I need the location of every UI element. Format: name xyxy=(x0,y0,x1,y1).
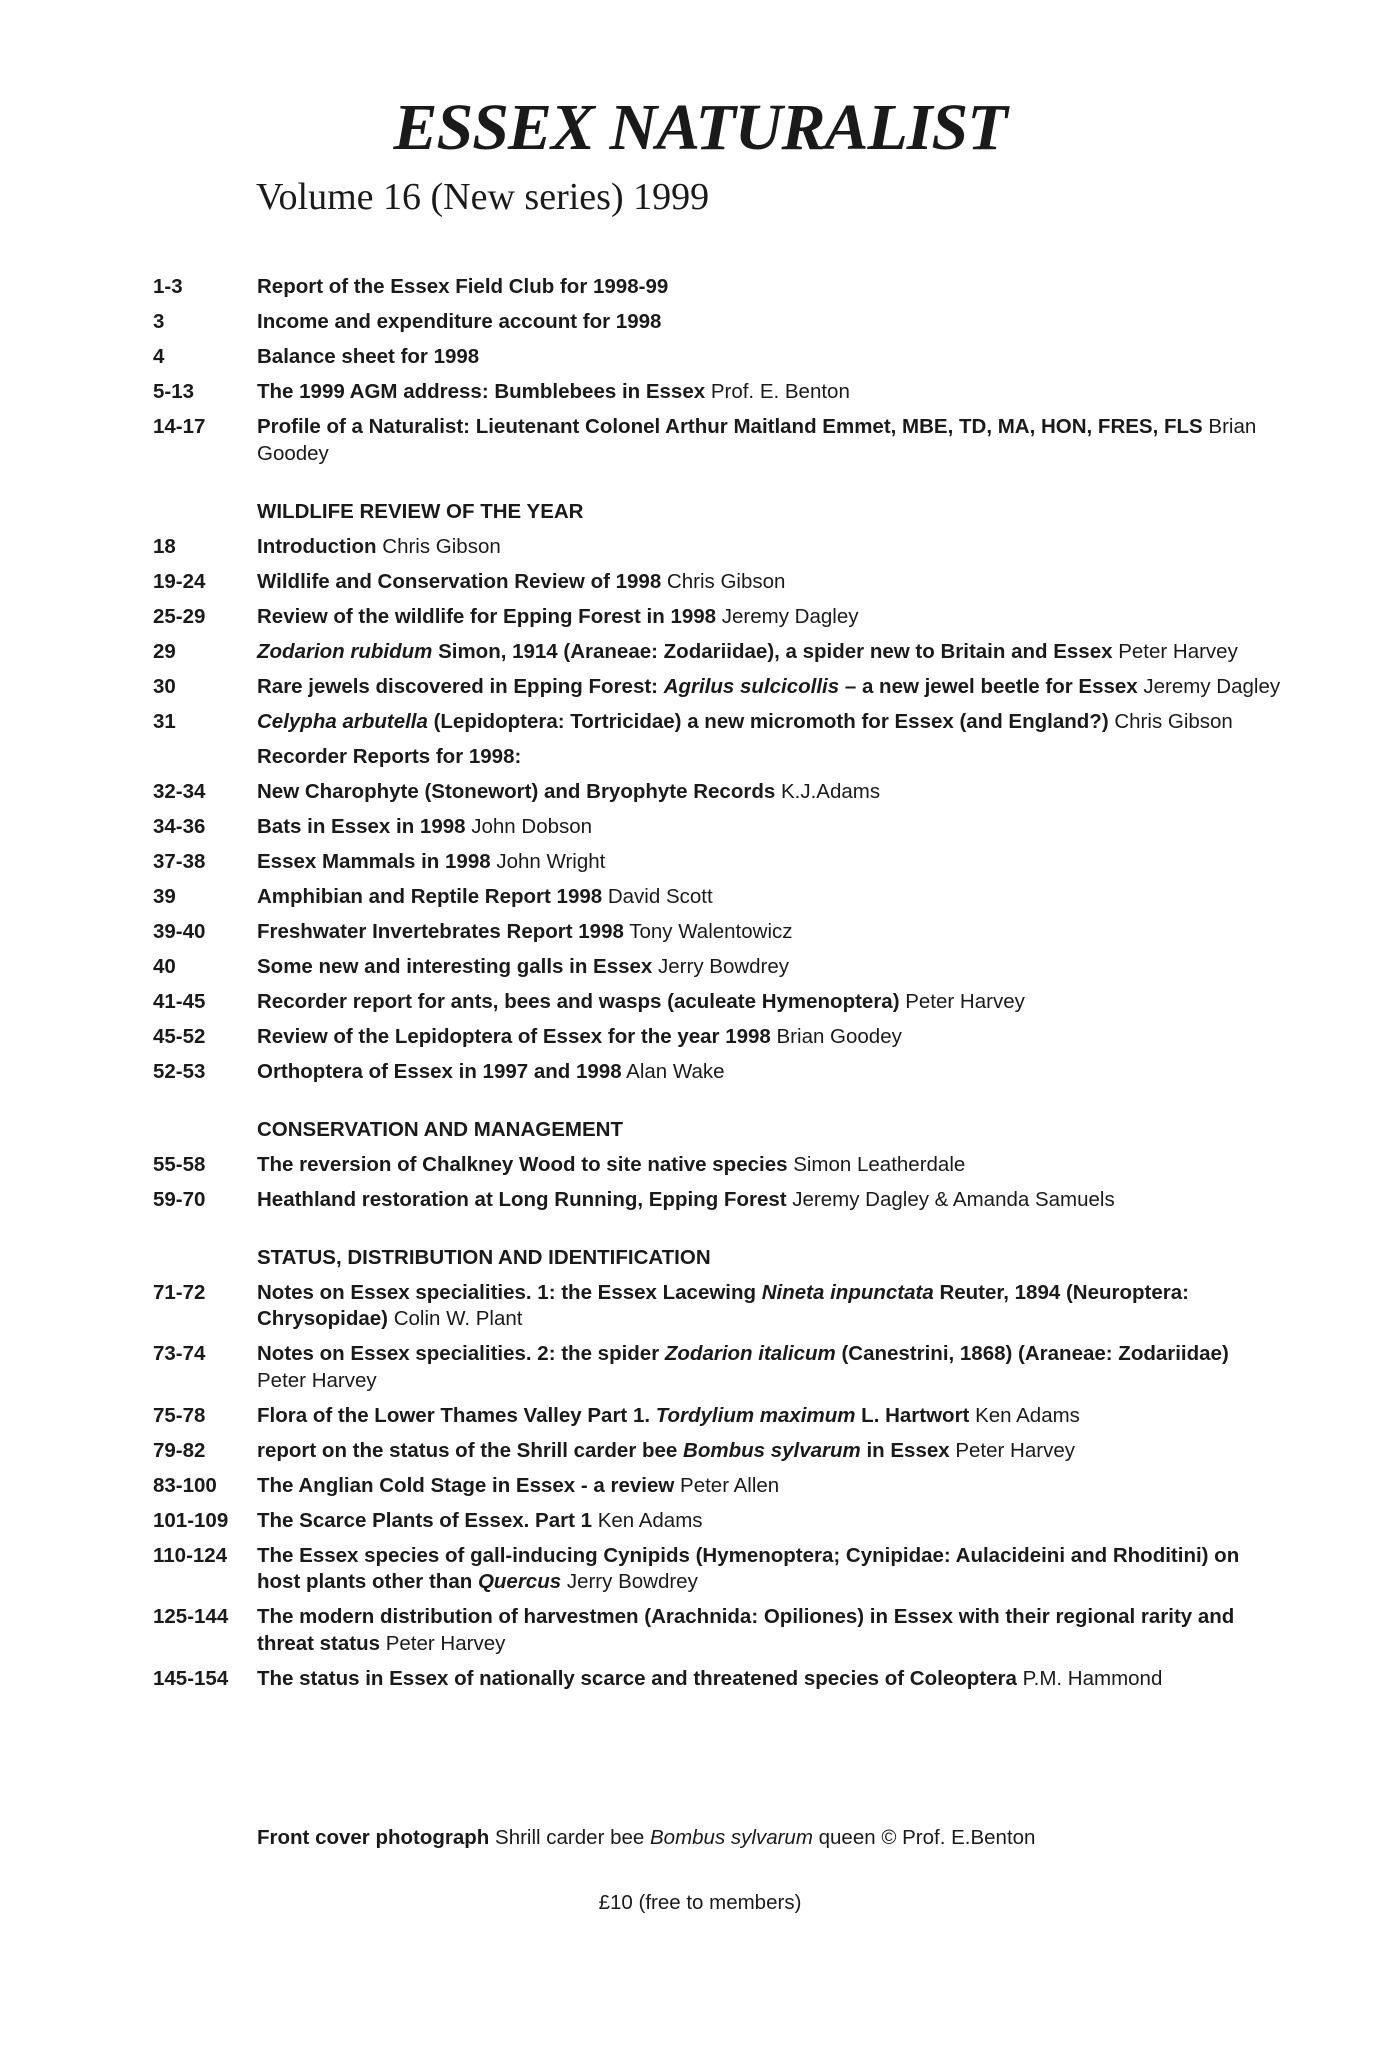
cover-credit-text: Shrill carder bee xyxy=(489,1826,650,1849)
entry-author: Jeremy Dagley xyxy=(716,604,859,628)
entry-text xyxy=(257,1473,1283,1500)
entry-author: Peter Allen xyxy=(674,1473,780,1497)
toc-entry xyxy=(153,674,1283,701)
entry-title-cont: (Canestrini, 1868) (Araneae: Zodariidae) xyxy=(835,1342,1229,1365)
entry-title: Review of the wildlife for Epping Forest in 1998 xyxy=(257,604,717,628)
entry-title: Heathland restoration at Long Running, Epping Forest xyxy=(257,1187,787,1211)
entry-author: Peter Harvey xyxy=(1112,639,1238,663)
entry-text xyxy=(257,569,1283,596)
entry-title: Income and expenditure account for 1998 xyxy=(257,310,662,333)
cover-credit-photographer: queen © Prof. E.Benton xyxy=(812,1826,1036,1849)
toc-entry xyxy=(153,274,1283,301)
entry-author: Peter Harvey xyxy=(949,1438,1075,1462)
entry-author: Chris Gibson xyxy=(661,569,786,593)
entry-species: Nineta inpunctata xyxy=(761,1280,934,1304)
entry-title: New Charophyte (Stonewort) and Bryophyte Records xyxy=(257,779,776,803)
toc-entry xyxy=(153,954,1283,981)
entry-title: The reversion of Chalkney Wood to site native species xyxy=(257,1152,788,1176)
entry-author: Jeremy Dagley & Amanda Samuels xyxy=(786,1187,1115,1211)
entry-title-cont: L. Hartwort xyxy=(855,1403,970,1427)
entry-text xyxy=(257,919,1283,946)
entry-species: Tordylium maximum xyxy=(655,1403,856,1427)
entry-title-cont: in Essex xyxy=(860,1438,950,1462)
cover-credit-label: Front cover photograph xyxy=(257,1826,490,1849)
entry-title: Profile of a Naturalist: Lieutenant Colonel Arthur Maitland Emmet, MBE, TD, MA, HON, FRES, FLS xyxy=(257,415,1203,438)
toc-entry xyxy=(153,344,1283,371)
entry-author: Jerry Bowdrey xyxy=(561,1570,698,1593)
entry-pages: 40 xyxy=(153,954,176,978)
entry-pages: 31 xyxy=(153,709,176,733)
toc-entry xyxy=(153,1059,1283,1086)
entry-author: P.M. Hammond xyxy=(1016,1666,1163,1690)
cover-credit-species: Bombus sylvarum xyxy=(650,1826,813,1849)
entry-pages: 5-13 xyxy=(153,380,195,403)
entry-pages: 55-58 xyxy=(153,1152,206,1176)
section-heading-wildlife: WILDLIFE REVIEW OF THE YEAR xyxy=(257,499,584,523)
entry-pages: 41-45 xyxy=(153,989,206,1013)
entry-title: The 1999 AGM address: Bumblebees in Essex xyxy=(257,380,706,403)
entry-text xyxy=(257,309,1283,336)
entry-author: David Scott xyxy=(602,884,713,908)
entry-text xyxy=(257,1508,1283,1535)
entry-title: Notes on Essex specialities. 1: the Essex Lacewing xyxy=(257,1280,762,1304)
entry-species: Zodarion italicum xyxy=(664,1342,836,1365)
entry-author: Tony Walentowicz xyxy=(623,919,793,943)
entry-author: Peter Harvey xyxy=(899,989,1025,1013)
entry-pages: 39-40 xyxy=(153,919,206,943)
entry-title: Amphibian and Reptile Report 1998 xyxy=(257,884,603,908)
toc-entry xyxy=(153,1187,1283,1214)
entry-text xyxy=(257,1024,1283,1051)
entry-title-cont: Simon, 1914 (Araneae: Zodariidae), a spider new to Britain and Essex xyxy=(432,639,1113,663)
cover-credit xyxy=(257,1825,1035,1852)
entry-text xyxy=(257,1341,1283,1394)
toc-entry xyxy=(153,709,1283,736)
entry-text xyxy=(257,1666,1283,1693)
toc-entry xyxy=(153,414,1283,467)
toc-entry xyxy=(153,1280,1283,1333)
entry-pages: 30 xyxy=(153,674,176,698)
toc-entry xyxy=(153,1438,1283,1465)
entry-text xyxy=(257,674,1283,701)
entry-pages: 83-100 xyxy=(153,1473,217,1497)
entry-title: The Essex species of gall-inducing Cynipids (Hymenoptera; Cynipidae: Aulacideini and Rhoditini) on host plants other than xyxy=(257,1543,1240,1593)
entry-title: Orthoptera of Essex in 1997 and 1998 xyxy=(257,1059,622,1083)
entry-title-cont: Reuter, 1894 (Neuroptera: Chrysopidae) xyxy=(257,1280,1189,1330)
volume-subtitle: Volume 16 (New series) 1999 xyxy=(256,176,710,218)
toc-entry xyxy=(153,849,1283,876)
toc-entry xyxy=(153,1508,1283,1535)
toc-entry xyxy=(153,534,1283,561)
entry-pages: 110-124 xyxy=(153,1543,228,1567)
entry-text xyxy=(257,709,1283,736)
entry-title: The status in Essex of nationally scarce and threatened species of Coleoptera xyxy=(257,1666,1017,1690)
toc-section-wildlife xyxy=(153,534,1283,736)
entry-pages: 1-3 xyxy=(153,275,183,298)
entry-species: Bombus sylvarum xyxy=(683,1438,861,1462)
entry-title: Notes on Essex specialities. 2: the spider xyxy=(257,1342,665,1365)
entry-author: Peter Harvey xyxy=(380,1631,506,1655)
toc-section-general xyxy=(153,274,1283,467)
toc-section-recorder xyxy=(153,779,1283,1086)
entry-author: Ken Adams xyxy=(592,1508,703,1532)
toc-entry xyxy=(153,1341,1283,1394)
section-heading-recorder: Recorder Reports for 1998: xyxy=(257,744,522,768)
entry-pages: 39 xyxy=(153,884,176,908)
entry-text xyxy=(257,534,1283,561)
entry-pages: 79-82 xyxy=(153,1438,206,1462)
entry-text xyxy=(257,379,1283,406)
toc-entry xyxy=(153,1604,1283,1657)
entry-title: report on the status of the Shrill carder bee xyxy=(257,1438,684,1462)
entry-author: Ken Adams xyxy=(969,1403,1080,1427)
entry-author: Peter Harvey xyxy=(257,1368,377,1392)
entry-text xyxy=(257,1059,1283,1086)
entry-author: Jerry Bowdrey xyxy=(652,954,790,978)
entry-title: Recorder report for ants, bees and wasps (aculeate Hymenoptera) xyxy=(257,989,900,1013)
entry-title: Review of the Lepidoptera of Essex for the year 1998 xyxy=(257,1024,771,1048)
entry-text xyxy=(257,1280,1283,1333)
entry-text xyxy=(257,884,1283,911)
entry-title-cont: (Lepidoptera: Tortricidae) a new micromoth for Essex (and England?) xyxy=(427,709,1109,733)
entry-pages: 101-109 xyxy=(153,1508,229,1532)
entry-title: Balance sheet for 1998 xyxy=(257,345,480,368)
toc-section-conservation xyxy=(153,1152,1283,1214)
entry-pages: 3 xyxy=(153,310,165,333)
entry-pages: 145-154 xyxy=(153,1666,229,1690)
entry-pages: 45-52 xyxy=(153,1024,206,1048)
table-of-contents xyxy=(153,274,1283,1701)
entry-title: The modern distribution of harvestmen (Arachnida: Opiliones) in Essex with their regional rarity and threat status xyxy=(257,1605,1235,1655)
toc-section-status xyxy=(153,1280,1283,1693)
entry-text xyxy=(257,814,1283,841)
entry-pages: 37-38 xyxy=(153,849,206,873)
entry-author: John Wright xyxy=(490,849,606,873)
entry-pages: 29 xyxy=(153,639,176,663)
entry-pages: 71-72 xyxy=(153,1280,206,1304)
toc-entry xyxy=(153,1152,1283,1179)
toc-entry xyxy=(153,379,1283,406)
entry-author: Alan Wake xyxy=(621,1059,725,1083)
entry-pages: 75-78 xyxy=(153,1403,206,1427)
entry-text xyxy=(257,414,1283,467)
entry-text xyxy=(257,779,1283,806)
entry-text xyxy=(257,1403,1283,1430)
entry-title: Some new and interesting galls in Essex xyxy=(257,954,653,978)
entry-title-cont: – a new jewel beetle for Essex xyxy=(839,674,1138,698)
entry-text xyxy=(257,274,1283,301)
entry-author: John Dobson xyxy=(465,814,593,838)
toc-entry xyxy=(153,604,1283,631)
entry-pages: 52-53 xyxy=(153,1059,206,1083)
entry-title: The Anglian Cold Stage in Essex - a review xyxy=(257,1473,675,1497)
entry-pages: 25-29 xyxy=(153,604,206,628)
entry-text xyxy=(257,344,1283,371)
entry-pages: 59-70 xyxy=(153,1187,206,1211)
entry-title: Bats in Essex in 1998 xyxy=(257,814,466,838)
entry-author: Colin W. Plant xyxy=(388,1307,523,1330)
price-note: £10 (free to members) xyxy=(598,1891,802,1914)
toc-entry xyxy=(153,989,1283,1016)
entry-author: Prof. E. Benton xyxy=(705,380,850,403)
entry-text xyxy=(257,849,1283,876)
entry-pages: 19-24 xyxy=(153,569,206,593)
toc-entry xyxy=(153,884,1283,911)
entry-text xyxy=(257,1152,1283,1179)
toc-entry xyxy=(153,814,1283,841)
entry-species: Celypha arbutella xyxy=(257,709,428,733)
entry-species: Quercus xyxy=(477,1570,562,1593)
entry-title: Essex Mammals in 1998 xyxy=(257,849,491,873)
section-heading-status: STATUS, DISTRIBUTION AND IDENTIFICATION xyxy=(257,1245,711,1269)
entry-text xyxy=(257,1187,1283,1214)
entry-pages: 14-17 xyxy=(153,415,206,438)
toc-entry xyxy=(153,1024,1283,1051)
entry-author: Brian Goodey xyxy=(257,415,1257,465)
entry-author: Chris Gibson xyxy=(376,534,501,558)
entry-pages: 125-144 xyxy=(153,1605,229,1628)
entry-title: Wildlife and Conservation Review of 1998 xyxy=(257,569,662,593)
entry-title: Flora of the Lower Thames Valley Part 1. xyxy=(257,1403,656,1427)
entry-pages: 34-36 xyxy=(153,814,206,838)
entry-text xyxy=(257,989,1283,1016)
entry-title: Freshwater Invertebrates Report 1998 xyxy=(257,919,624,943)
journal-title: ESSEX NATURALIST xyxy=(393,91,1007,164)
entry-species: Agrilus sulcicollis xyxy=(663,674,840,698)
entry-text xyxy=(257,639,1283,666)
entry-text xyxy=(257,1604,1283,1657)
entry-pages: 32-34 xyxy=(153,779,206,803)
entry-title: The Scarce Plants of Essex. Part 1 xyxy=(257,1508,592,1532)
toc-entry xyxy=(153,919,1283,946)
section-heading-conservation: CONSERVATION AND MANAGEMENT xyxy=(257,1117,623,1141)
entry-author: Brian Goodey xyxy=(770,1024,902,1048)
entry-author: Jeremy Dagley xyxy=(1137,674,1281,698)
entry-pages: 4 xyxy=(153,345,165,368)
entry-pages: 18 xyxy=(153,534,176,558)
toc-entry xyxy=(153,1403,1283,1430)
entry-text xyxy=(257,954,1283,981)
entry-text xyxy=(257,604,1283,631)
entry-title: Rare jewels discovered in Epping Forest: xyxy=(257,674,664,698)
entry-text xyxy=(257,1543,1283,1596)
toc-entry xyxy=(153,569,1283,596)
entry-author: K.J.Adams xyxy=(775,779,881,803)
toc-entry xyxy=(153,1666,1283,1693)
entry-text xyxy=(257,1438,1283,1465)
entry-species: Zodarion rubidum xyxy=(257,639,433,663)
entry-title: Report of the Essex Field Club for 1998-99 xyxy=(257,275,669,298)
entry-author: Chris Gibson xyxy=(1108,709,1233,733)
toc-entry xyxy=(153,309,1283,336)
toc-entry xyxy=(153,1543,1283,1596)
toc-entry xyxy=(153,779,1283,806)
toc-entry xyxy=(153,639,1283,666)
entry-pages: 73-74 xyxy=(153,1342,206,1365)
toc-entry xyxy=(153,1473,1283,1500)
entry-author: Simon Leatherdale xyxy=(787,1152,966,1176)
entry-title: Introduction xyxy=(257,534,377,558)
